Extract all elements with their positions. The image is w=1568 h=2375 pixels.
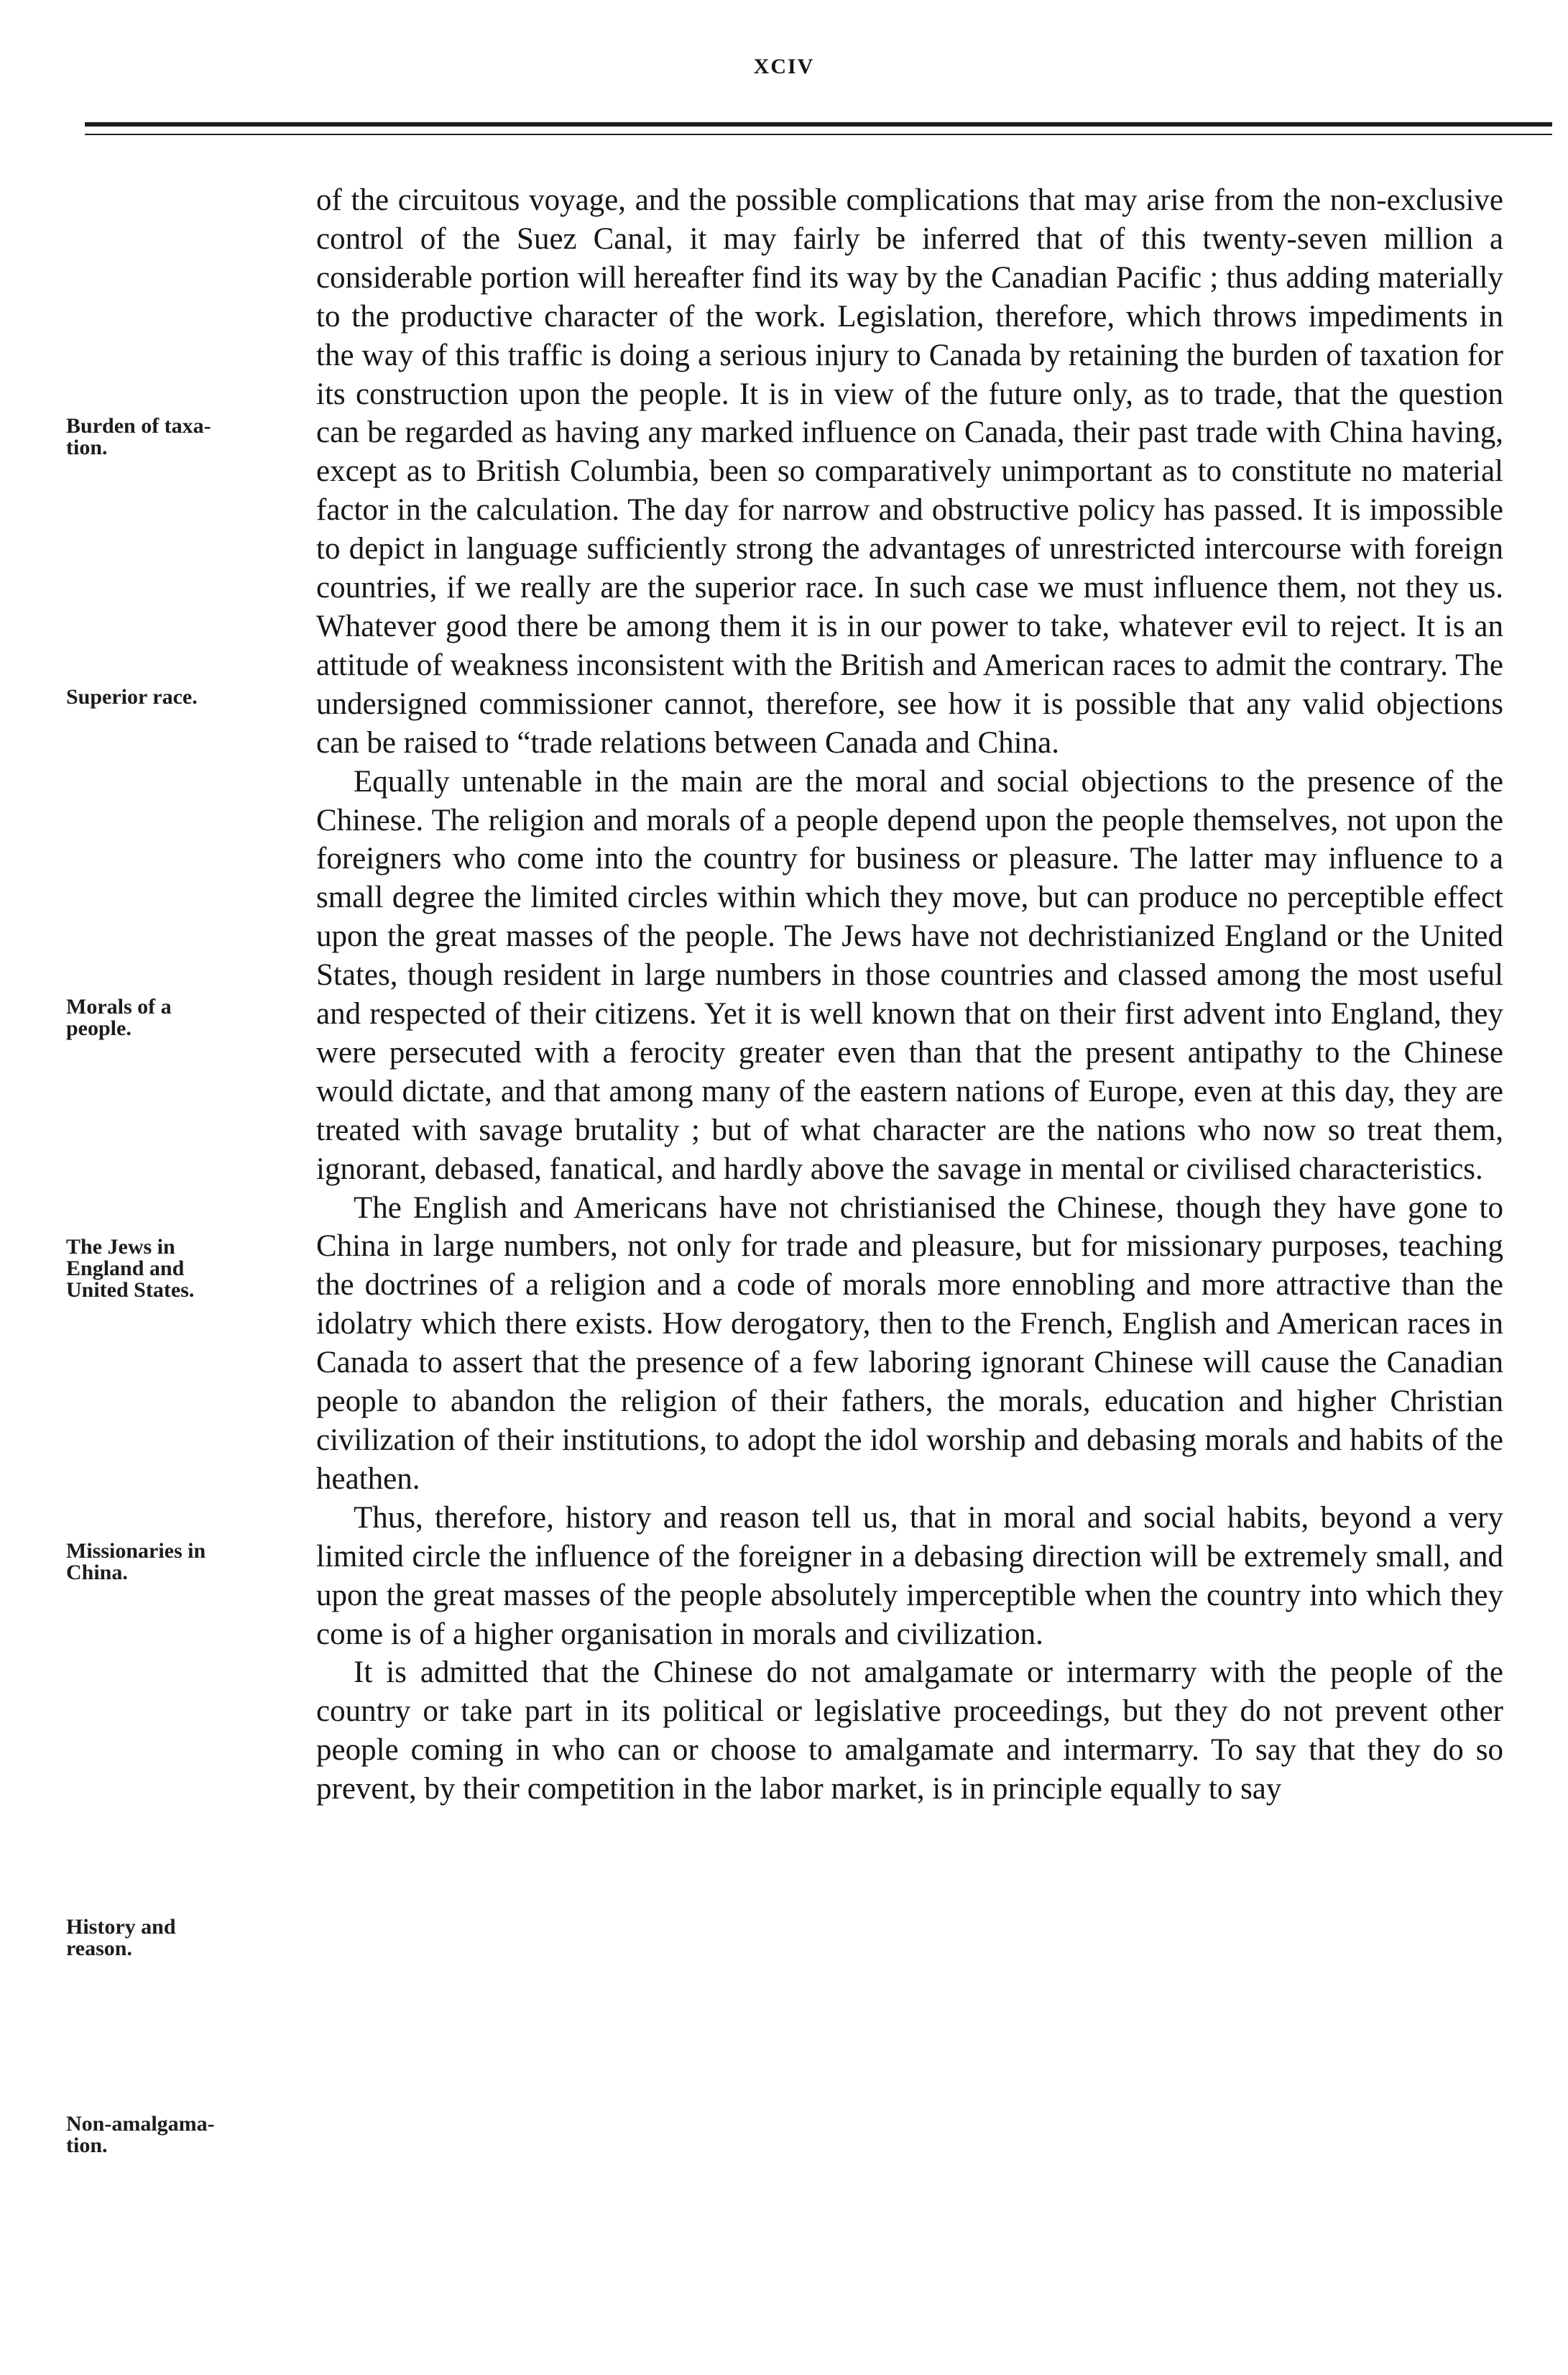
margin-note-non-amalgamation [66,2113,282,2156]
margin-note-line: Missionaries in [66,1539,206,1563]
margin-note-line: England and [66,1257,185,1280]
margin-note-morals-of-a-people [66,996,282,1039]
margin-note-jews-in-england [66,1236,282,1301]
body-text [316,181,1503,1809]
margin-note-line: Morals of a [66,995,172,1019]
paragraph-trade-relations: of the circuitous voyage, and the possible complications that may arise from the non-exclusive control of the Suez Canal, it may fairly be inferred that of this twenty-seven million a considerable portion will hereafter find its way by the Canadian Pacific ; thus adding materially to the productive character of the work. Legislation, therefore, which throws impediments in the way of this traffic is doing a serious injury to Canada by retaining the burden of taxation for its construction upon the people. It is in view of the future only, as to trade, that the question can be regarded as having any marked influence on Canada, their past trade with China having, except as to British Columbia, been so comparatively unimportant as to constitute no material factor in the calculation. The day for narrow and obstructive policy has passed. It is impossible to depict in language sufficiently strong the advantages of unrestricted intercourse with foreign countries, if we really are the superior race. In such case we must influence them, not they us. Whatever good there be among them it is in our power to take, whatever evil to reject. It is an attitude of weakness inconsistent with the British and American races to admit the contrary. The undersigned commissioner cannot, therefore, see how it is possible that any valid objections can be raised to “trade relations between Canada and China. [316,183,1503,760]
margin-note-line: Superior race. [66,685,198,709]
margin-note-history-and-reason [66,1916,282,1960]
header-rule-thin [85,134,1552,135]
margin-note-missionaries-in-china [66,1540,282,1584]
margin-note-burden-of-taxation [66,415,282,459]
margin-note-line: The Jews in [66,1235,175,1259]
margin-note-superior-race [66,686,282,708]
paragraph-non-amalgamation: It is admitted that the Chinese do not amalgamate or intermarry with the people of the country or take part in its political or legislative proceedings, but they do not prevent other people coming in who can or choose to amalgamate and intermarry. To say that they do so prevent, by their competition in the labor market, is in principle equally to say [316,1655,1503,1806]
paragraph-missionaries: The English and Americans have not christianised the Chinese, though they have gone to China in large numbers, not only for trade and pleasure, but for missionary purposes, teaching the doctrines of a religion and a code of morals more ennobling and more attractive than the idolatry which there exists. How derogatory, then to the French, English and American races in Canada to assert that the presence of a few laboring ignorant Chinese will cause the Canadian people to abandon the religion of their fathers, the morals, education and higher Christian civilization of their institutions, to adopt the idol worship and debasing morals and habits of the heathen. [316,1190,1503,1496]
margin-note-line: people. [66,1016,132,1040]
paragraph-history-and-reason: Thus, therefore, history and reason tell us, that in moral and social habits, beyond a very limited circle the influence of the foreigner in a debasing direction will be extremely small, and upon the great masses of the people absolutely imperceptible when the country into which they come is of a higher organisation in morals and civilization. [316,1500,1503,1651]
margin-note-line: tion. [66,2133,108,2157]
page-number: XCIV [753,55,815,78]
margin-note-line: Non-amalgama- [66,2112,215,2136]
paragraph-moral-objections: Equally untenable in the main are the moral and social objections to the presence of the Chinese. The religion and morals of a people depend upon the people themselves, not upon the foreigners who come into the country for business or pleasure. The latter may influence to a small degree the limited circles within which they move, but can produce no perceptible effect upon the great masses of the people. The Jews have not dechristianized England or the United States, though resident in large numbers in those countries and classed among the most useful and respected of their citizens. Yet it is well known that on their first advent into England, they were persecuted with a ferocity greater even than that the present antipathy to the Chinese would dictate, and that among many of the eastern nations of Europe, even at this day, they are treated with savage brutality ; but of what character are the nations who now so treat them, ignorant, debased, fanatical, and hardly above the savage in mental or civilised characteristics. [316,764,1503,1186]
margin-note-line: Burden of taxa- [66,414,211,438]
margin-note-line: History and [66,1915,176,1939]
margin-note-line: China. [66,1561,128,1584]
header-rule-thick [85,122,1552,127]
margin-note-line: reason. [66,1937,132,1960]
margin-note-line: tion. [66,436,108,459]
margin-note-line: United States. [66,1278,195,1302]
